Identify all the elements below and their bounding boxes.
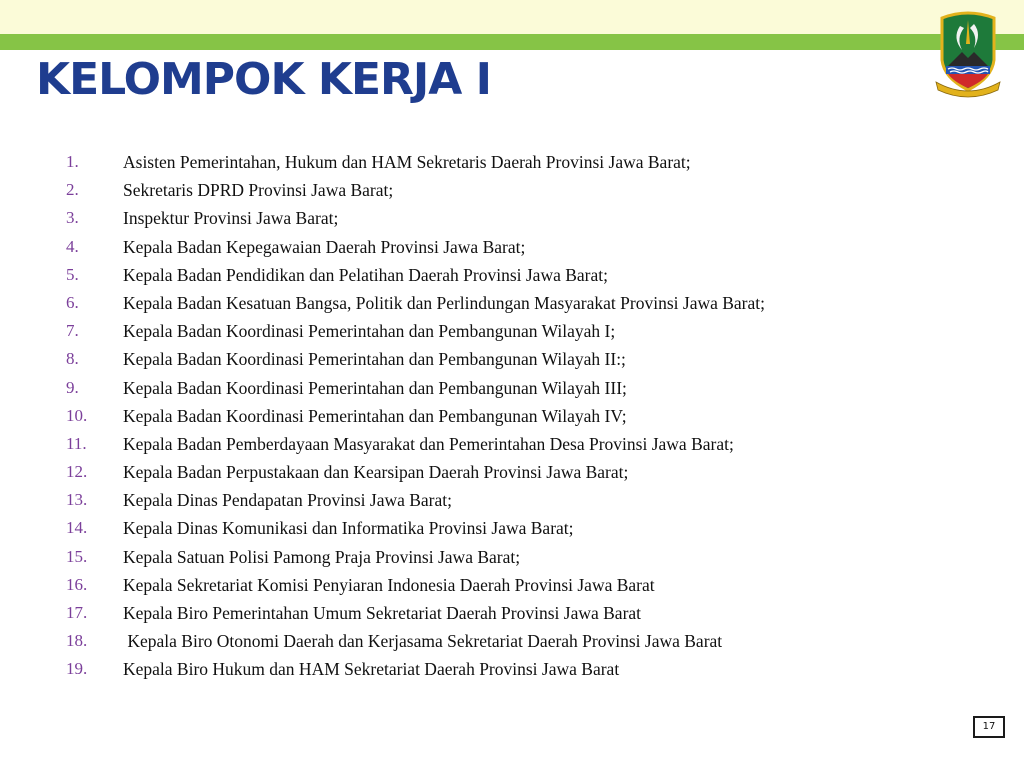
list-item: [0, 573, 1000, 601]
list-item: [0, 432, 1000, 460]
west-java-coat-of-arms-icon: [932, 8, 1004, 100]
list-item: [0, 291, 1000, 319]
list-item: [0, 488, 1000, 516]
list-item: [0, 150, 1000, 178]
list-item-number: 4.: [66, 236, 79, 256]
list-item-text: Inspektur Provinsi Jawa Barat;: [123, 208, 339, 229]
list-item-text: Kepala Badan Koordinasi Pemerintahan dan Pembangunan Wilayah I;: [123, 321, 616, 342]
list-item-text: Kepala Biro Pemerintahan Umum Sekretariat Daerah Provinsi Jawa Barat: [123, 603, 642, 623]
list-item-text: Kepala Badan Koordinasi Pemerintahan dan Pembangunan Wilayah II:;: [123, 349, 626, 370]
list-item-number: 16.: [66, 574, 88, 594]
kelompok-list: [0, 150, 1000, 686]
list-item-text: Kepala Badan Kesatuan Bangsa, Politik dan Perlindungan Masyarakat Provinsi Jawa Barat;: [123, 292, 765, 313]
list-item: [0, 319, 1000, 347]
list-item: [0, 263, 1000, 291]
header-green-bar: [0, 34, 1024, 50]
list-item-text: Kepala Badan Koordinasi Pemerintahan dan Pembangunan Wilayah IV;: [123, 405, 627, 426]
list-item: [0, 376, 1000, 404]
list-item-text: Sekretaris DPRD Provinsi Jawa Barat;: [123, 180, 394, 201]
list-item-number: 2.: [66, 180, 79, 200]
list-item-number: 7.: [66, 321, 79, 341]
list-item-number: 9.: [66, 377, 79, 397]
list-item: [0, 657, 1000, 685]
list-item-number: 14.: [66, 518, 88, 538]
list-item: [0, 629, 1000, 657]
list-item: [0, 235, 1000, 263]
list-item: [0, 347, 1000, 375]
list-item-number: 11.: [66, 433, 87, 453]
list-item: [0, 206, 1000, 234]
list-item-text: Kepala Badan Perpustakaan dan Kearsipan Daerah Provinsi Jawa Barat;: [123, 462, 629, 483]
list-item: [0, 404, 1000, 432]
list-item-text: Kepala Sekretariat Komisi Penyiaran Indonesia Daerah Provinsi Jawa Barat: [123, 574, 655, 595]
list-item-text: Asisten Pemerintahan, Hukum dan HAM Sekretaris Daerah Provinsi Jawa Barat;: [123, 152, 691, 172]
list-item-number: 15.: [66, 546, 88, 566]
list-item-number: 6.: [66, 292, 79, 312]
list-item: [0, 178, 1000, 206]
list-item-number: 3.: [66, 208, 79, 228]
list-item-number: 10.: [66, 405, 88, 425]
list-item: [0, 601, 1000, 629]
list-item-text: Kepala Badan Kepegawaian Daerah Provinsi Jawa Barat;: [123, 236, 526, 257]
header-band: [0, 0, 1024, 34]
list-item-text: Kepala Dinas Pendapatan Provinsi Jawa Barat;: [123, 490, 453, 511]
list-item-number: 19.: [66, 659, 88, 679]
list-item-text: Kepala Badan Koordinasi Pemerintahan dan Pembangunan Wilayah III;: [123, 377, 627, 398]
list-item-number: 5.: [66, 264, 79, 284]
list-item-number: 1.: [66, 152, 79, 171]
list-item-text: Kepala Satuan Polisi Pamong Praja Provinsi Jawa Barat;: [123, 546, 521, 567]
slide-title: KELOMPOK KERJA I: [36, 54, 492, 105]
list-item-number: 8.: [66, 349, 79, 369]
list-item-text: Kepala Biro Hukum dan HAM Sekretariat Daerah Provinsi Jawa Barat: [123, 659, 620, 680]
list-item: [0, 516, 1000, 544]
list-item: [0, 545, 1000, 573]
list-item-text: Kepala Badan Pendidikan dan Pelatihan Daerah Provinsi Jawa Barat;: [123, 264, 608, 285]
list-item-number: 17.: [66, 603, 88, 622]
list-item-number: 12.: [66, 462, 88, 482]
list-item: [0, 460, 1000, 488]
list-item-number: 18.: [66, 631, 88, 651]
list-item-text: Kepala Dinas Komunikasi dan Informatika Provinsi Jawa Barat;: [123, 518, 574, 539]
list-item-text: Kepala Badan Pemberdayaan Masyarakat dan Pemerintahan Desa Provinsi Jawa Barat;: [123, 433, 734, 454]
page-number: 17: [973, 716, 1005, 738]
list-item-text: Kepala Biro Otonomi Daerah dan Kerjasama Sekretariat Daerah Provinsi Jawa Barat: [123, 631, 723, 652]
list-item-number: 13.: [66, 490, 88, 510]
